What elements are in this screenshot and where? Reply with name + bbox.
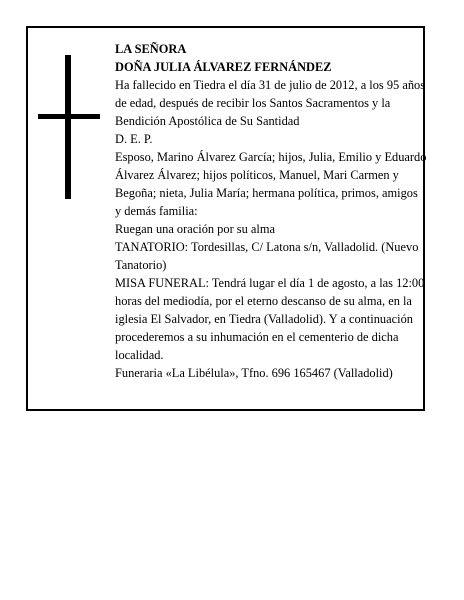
tanatorio-info: TANATORIO: Tordesillas, C/ Latona s/n, Valladolid. (Nuevo Tanatorio) bbox=[115, 240, 419, 272]
notice-text-block bbox=[115, 40, 427, 382]
cross-horizontal-bar bbox=[38, 114, 100, 119]
deceased-name: DOÑA JULIA ÁLVAREZ FERNÁNDEZ bbox=[115, 60, 332, 74]
cross-vertical-bar bbox=[65, 55, 71, 199]
dep-line: D. E. P. bbox=[115, 132, 153, 146]
death-announcement: Ha fallecido en Tiedra el día 31 de julio de 2012, a los 95 años de edad, después de recibir los Santos Sacramentos y la Bendición Apostólica de Su Santidad bbox=[115, 78, 426, 128]
notice-title: LA SEÑORA bbox=[115, 42, 187, 56]
funeral-home-contact: Funeraria «La Libélula», Tfno. 696 165467 (Valladolid) bbox=[115, 366, 393, 380]
obituary-notice bbox=[26, 26, 425, 411]
prayer-request: Ruegan una oración por su alma bbox=[115, 222, 275, 236]
funeral-mass-info: MISA FUNERAL: Tendrá lugar el día 1 de agosto, a las 12:00 horas del mediodía, por el eterno descanso de su alma, en la iglesia El Salvador, en Tiedra (Valladolid). Y a continuación procederemos a su inhumación en el cementerio de dicha localidad. bbox=[115, 276, 425, 362]
cross-icon bbox=[38, 55, 100, 199]
family-list: Esposo, Marino Álvarez García; hijos, Julia, Emilio y Eduardo Álvarez Álvarez; hijos políticos, Manuel, Mari Carmen y Begoña; nieta, Julia María; hermana política, primos, amigos y demás familia: bbox=[115, 150, 427, 218]
